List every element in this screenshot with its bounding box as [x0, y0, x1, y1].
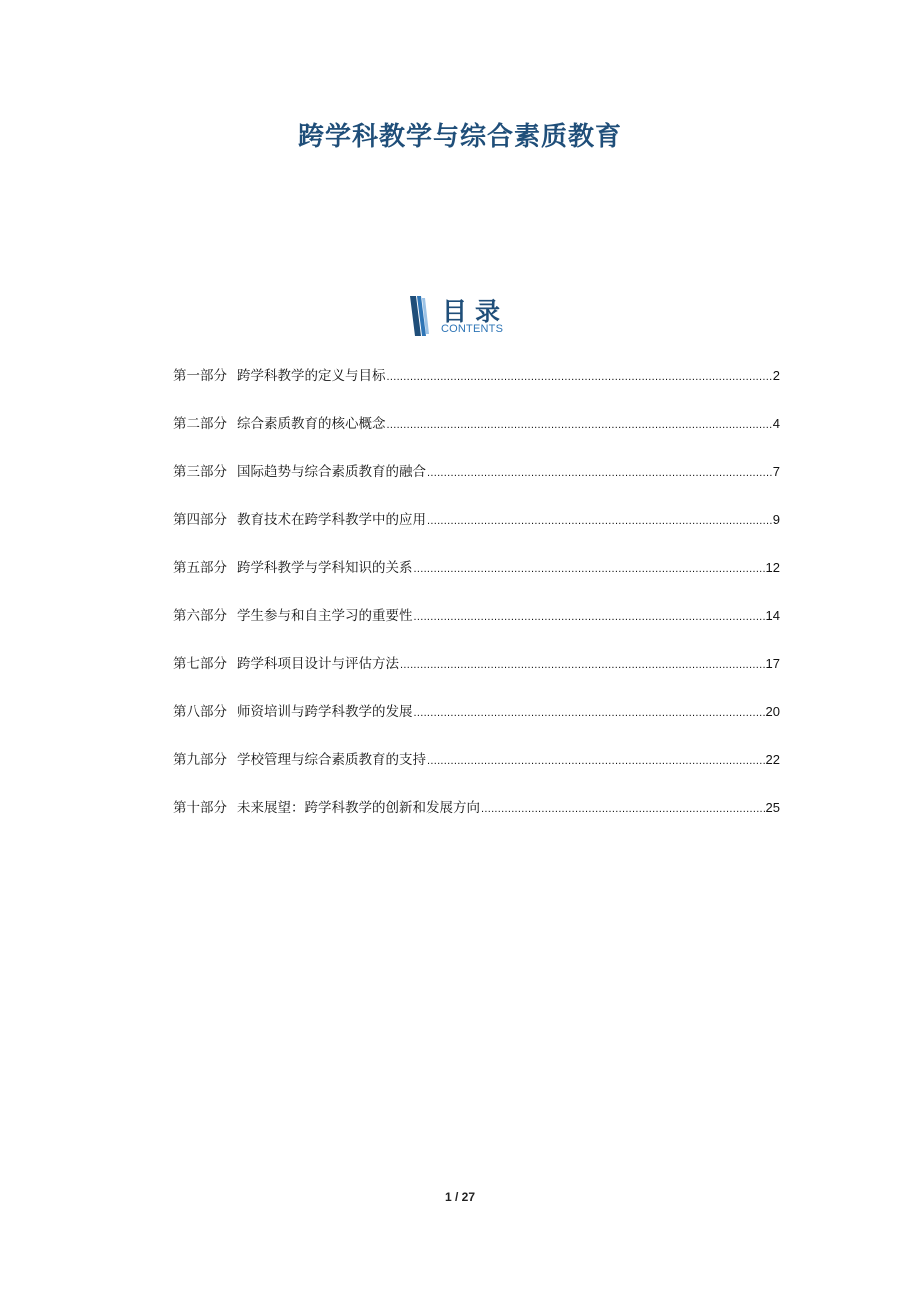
- toc-entry-page: 17: [765, 656, 780, 671]
- toc-dot-leader: [387, 415, 772, 435]
- toc-entry-title: 未来展望：跨学科教学的创新和发展方向: [237, 800, 480, 816]
- toc-entry-page: 22: [765, 752, 780, 767]
- toc-entry-2[interactable]: [173, 414, 780, 462]
- toc-entry-page: 9: [772, 512, 780, 527]
- toc-dot-leader: [481, 799, 765, 819]
- toc-entry-part: 第八部分: [173, 704, 227, 720]
- document-title: 跨学科教学与综合素质教育: [297, 122, 622, 152]
- toc-entry-part: 第六部分: [173, 608, 227, 624]
- toc-entry-3[interactable]: [173, 462, 780, 510]
- toc-dot-leader: [427, 751, 765, 771]
- toc-entry-part: 第十部分: [173, 800, 227, 816]
- toc-header: [408, 292, 528, 340]
- toc-entry-part: 第一部分: [173, 368, 227, 384]
- toc-entry-6[interactable]: [173, 606, 780, 654]
- toc-entry-title: 跨学科项目设计与评估方法: [237, 656, 399, 672]
- toc-entry-title: 跨学科教学与学科知识的关系: [237, 560, 413, 576]
- toc-entry-title: 学生参与和自主学习的重要性: [237, 608, 413, 624]
- toc-entry-part: 第二部分: [173, 416, 227, 432]
- toc-entry-page: 12: [765, 560, 780, 575]
- toc-entry-page: 4: [772, 416, 780, 431]
- toc-entry-7[interactable]: [173, 654, 780, 702]
- toc-entry-page: 2: [772, 368, 780, 383]
- toc-entry-part: 第四部分: [173, 512, 227, 528]
- toc-dot-leader: [400, 655, 765, 675]
- toc-entry-9[interactable]: [173, 750, 780, 798]
- toc-entry-title: 综合素质教育的核心概念: [237, 416, 386, 432]
- toc-dot-leader: [414, 607, 765, 627]
- toc-dot-leader: [427, 463, 772, 483]
- toc-entry-title: 跨学科教学的定义与目标: [237, 368, 386, 384]
- toc-entry-page: 7: [772, 464, 780, 479]
- toc-entry-8[interactable]: [173, 702, 780, 750]
- toc-entry-title: 师资培训与跨学科教学的发展: [237, 704, 413, 720]
- toc-dot-leader: [387, 367, 772, 387]
- toc-entry-part: 第三部分: [173, 464, 227, 480]
- toc-entry-title: 学校管理与综合素质教育的支持: [237, 752, 426, 768]
- toc-entry-title: 教育技术在跨学科教学中的应用: [237, 512, 426, 528]
- toc-entry-part: 第五部分: [173, 560, 227, 576]
- toc-entry-part: 第九部分: [173, 752, 227, 768]
- toc-entry-1[interactable]: [173, 366, 780, 414]
- toc-entry-title: 国际趋势与综合素质教育的融合: [237, 464, 426, 480]
- toc-list: [173, 366, 780, 846]
- toc-entry-10[interactable]: [173, 798, 780, 846]
- toc-subheading: CONTENTS: [441, 323, 504, 335]
- toc-heading: 目录: [442, 297, 509, 326]
- toc-entry-page: 25: [765, 800, 780, 815]
- toc-entry-part: 第七部分: [173, 656, 227, 672]
- toc-logo-icon: [408, 296, 430, 336]
- toc-entry-page: 14: [765, 608, 780, 623]
- toc-entry-5[interactable]: [173, 558, 780, 606]
- toc-entry-page: 20: [765, 704, 780, 719]
- page-number: 1 / 27: [444, 1190, 476, 1204]
- toc-dot-leader: [414, 703, 765, 723]
- toc-entry-4[interactable]: [173, 510, 780, 558]
- toc-dot-leader: [414, 559, 765, 579]
- toc-dot-leader: [427, 511, 772, 531]
